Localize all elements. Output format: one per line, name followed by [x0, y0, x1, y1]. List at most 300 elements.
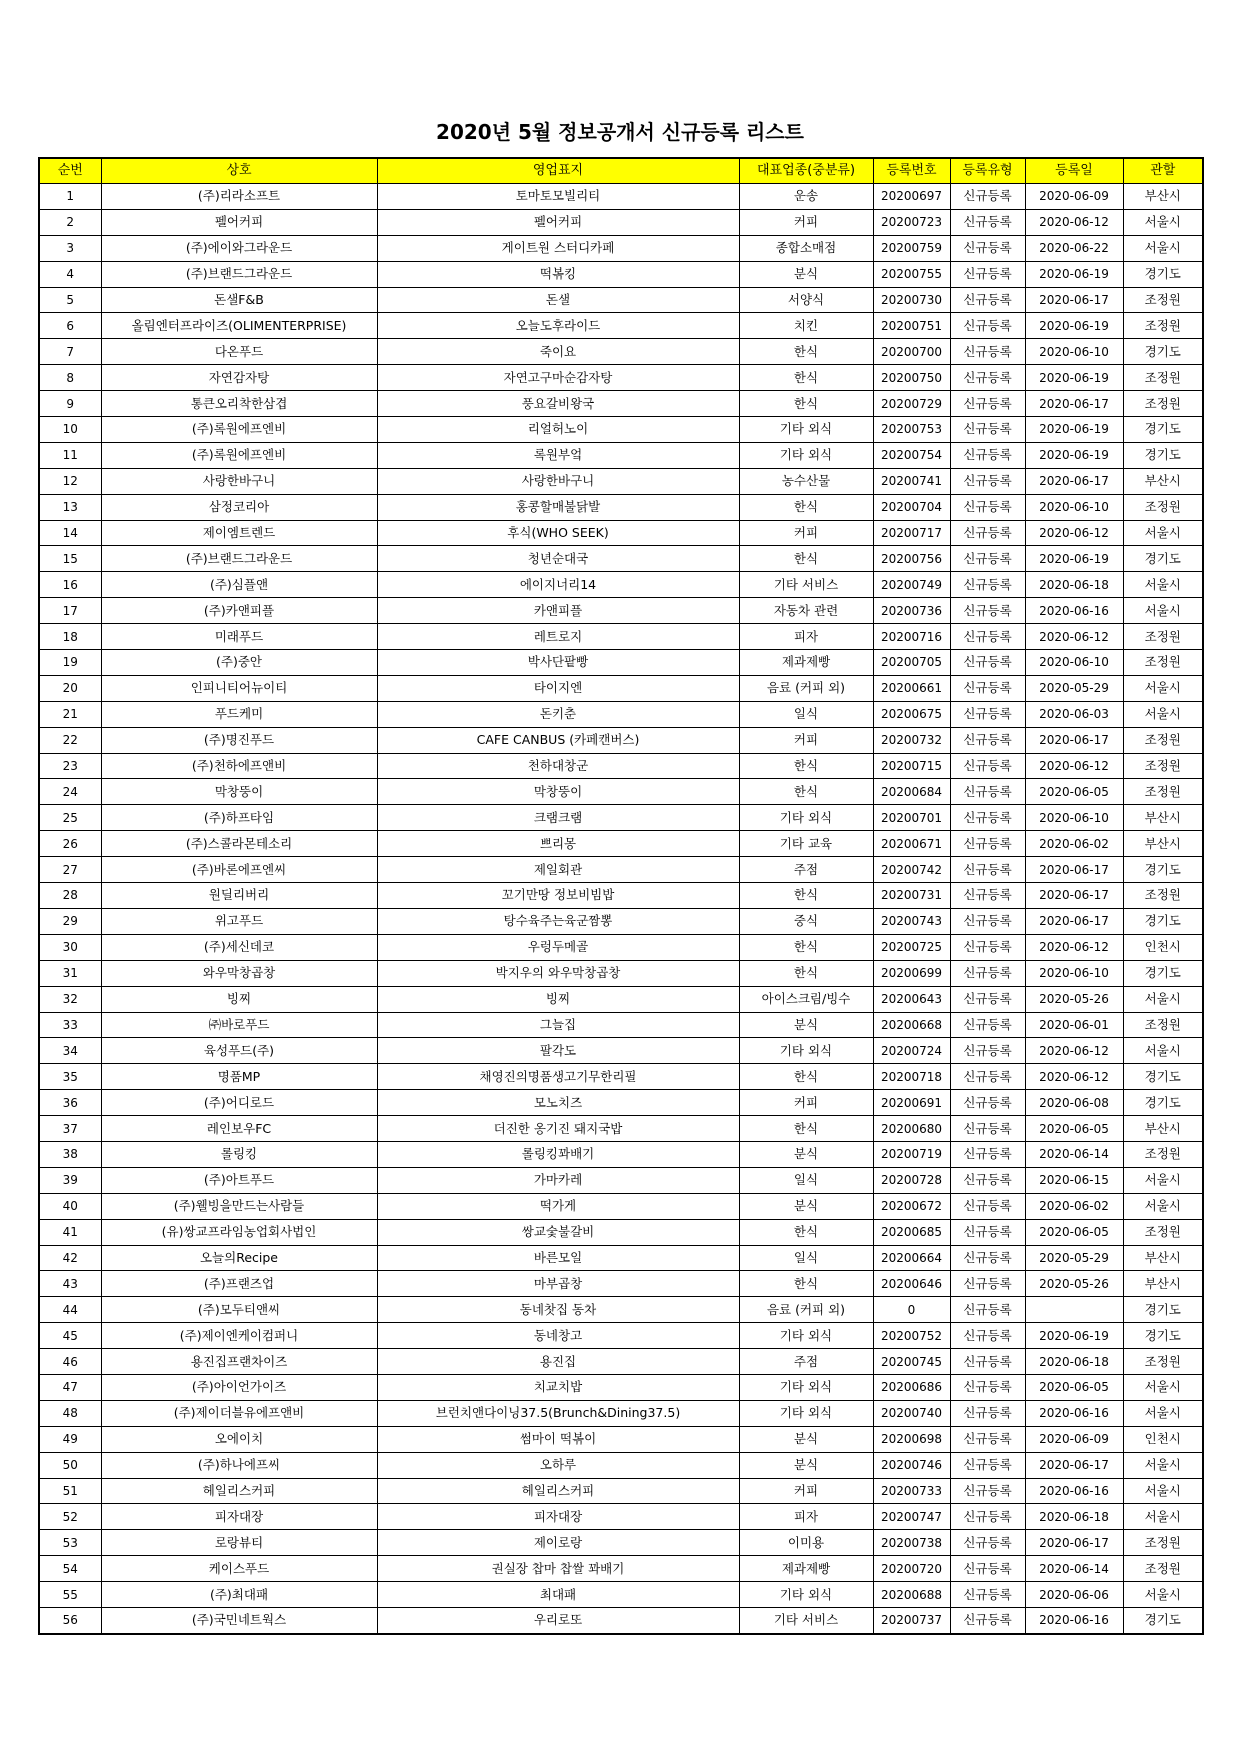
cell-brand: 박사단팥빵	[377, 650, 739, 676]
cell-company: (주)천하에프앤비	[101, 753, 377, 779]
cell-seq: 12	[39, 468, 101, 494]
table-row	[39, 1245, 1203, 1271]
cell-seq: 37	[39, 1116, 101, 1142]
cell-jurisdiction: 경기도	[1123, 1064, 1203, 1090]
cell-industry: 한식	[739, 391, 873, 417]
cell-seq: 31	[39, 960, 101, 986]
cell-industry: 분식	[739, 1012, 873, 1038]
cell-reg-number: 20200704	[873, 494, 950, 520]
cell-seq: 3	[39, 235, 101, 261]
cell-company: 오에이치	[101, 1426, 377, 1452]
cell-industry: 한식	[739, 494, 873, 520]
cell-industry: 이미용	[739, 1530, 873, 1556]
cell-reg-number: 20200746	[873, 1452, 950, 1478]
table-row	[39, 986, 1203, 1012]
cell-reg-type: 신규등록	[950, 235, 1025, 261]
cell-brand: 탕수육주는육군짬뽕	[377, 908, 739, 934]
cell-seq: 20	[39, 675, 101, 701]
cell-reg-number: 20200643	[873, 986, 950, 1012]
cell-reg-number: 20200741	[873, 468, 950, 494]
cell-company: (주)카앤피플	[101, 598, 377, 624]
cell-brand: 쁘리몽	[377, 831, 739, 857]
cell-reg-type: 신규등록	[950, 572, 1025, 598]
cell-brand: 채영진의명품생고기무한리필	[377, 1064, 739, 1090]
cell-brand: 게이트원 스터디카페	[377, 235, 739, 261]
cell-reg-date: 2020-06-12	[1025, 520, 1123, 546]
table-row	[39, 857, 1203, 883]
cell-industry: 한식	[739, 1116, 873, 1142]
cell-reg-type: 신규등록	[950, 1556, 1025, 1582]
cell-reg-date: 2020-06-10	[1025, 960, 1123, 986]
cell-industry: 커피	[739, 520, 873, 546]
table-row	[39, 184, 1203, 210]
cell-brand: 떡볶킹	[377, 261, 739, 287]
cell-company: 와우막창곱창	[101, 960, 377, 986]
cell-jurisdiction: 조정원	[1123, 624, 1203, 650]
cell-industry: 한식	[739, 1219, 873, 1245]
table-header-row	[39, 158, 1203, 184]
cell-reg-date: 2020-06-16	[1025, 1400, 1123, 1426]
cell-industry: 농수산물	[739, 468, 873, 494]
table-row	[39, 1193, 1203, 1219]
cell-reg-date: 2020-06-10	[1025, 650, 1123, 676]
cell-reg-date: 2020-06-19	[1025, 261, 1123, 287]
cell-seq: 6	[39, 313, 101, 339]
cell-reg-number: 20200753	[873, 417, 950, 443]
cell-brand: 브런치앤다이닝37.5(Brunch&Dining37.5)	[377, 1400, 739, 1426]
cell-jurisdiction: 서울시	[1123, 986, 1203, 1012]
cell-industry: 커피	[739, 1090, 873, 1116]
cell-reg-type: 신규등록	[950, 1193, 1025, 1219]
table-row	[39, 1038, 1203, 1064]
cell-brand: 우리로또	[377, 1607, 739, 1633]
cell-seq: 4	[39, 261, 101, 287]
cell-brand: 동네찻집 동차	[377, 1297, 739, 1323]
cell-reg-number: 20200717	[873, 520, 950, 546]
cell-seq: 55	[39, 1582, 101, 1608]
cell-industry: 일식	[739, 1167, 873, 1193]
cell-reg-type: 신규등록	[950, 727, 1025, 753]
cell-jurisdiction: 부산시	[1123, 831, 1203, 857]
cell-seq: 51	[39, 1478, 101, 1504]
cell-company: 육성푸드(주)	[101, 1038, 377, 1064]
cell-company: (주)어디로드	[101, 1090, 377, 1116]
cell-industry: 한식	[739, 960, 873, 986]
cell-industry: 기타 서비스	[739, 572, 873, 598]
cell-jurisdiction: 서울시	[1123, 1193, 1203, 1219]
cell-industry: 기타 외식	[739, 1582, 873, 1608]
cell-reg-date: 2020-06-05	[1025, 1116, 1123, 1142]
cell-reg-number: 20200718	[873, 1064, 950, 1090]
cell-company: (주)최대패	[101, 1582, 377, 1608]
cell-company: 막창뚱이	[101, 779, 377, 805]
cell-reg-number: 20200675	[873, 701, 950, 727]
cell-industry: 자동차 관련	[739, 598, 873, 624]
cell-seq: 26	[39, 831, 101, 857]
cell-brand: 더진한 옹기진 돼지국밥	[377, 1116, 739, 1142]
table-row	[39, 1556, 1203, 1582]
table-row	[39, 209, 1203, 235]
cell-seq: 48	[39, 1400, 101, 1426]
cell-company: 롤링킹	[101, 1141, 377, 1167]
cell-reg-type: 신규등록	[950, 261, 1025, 287]
cell-reg-number: 20200759	[873, 235, 950, 261]
cell-company: 레인보우FC	[101, 1116, 377, 1142]
cell-reg-type: 신규등록	[950, 1504, 1025, 1530]
cell-reg-date: 2020-06-10	[1025, 339, 1123, 365]
cell-brand: 그늘집	[377, 1012, 739, 1038]
cell-brand: 제이로랑	[377, 1530, 739, 1556]
cell-industry: 한식	[739, 1064, 873, 1090]
table-row	[39, 1090, 1203, 1116]
table-row	[39, 520, 1203, 546]
cell-jurisdiction: 조정원	[1123, 313, 1203, 339]
cell-jurisdiction: 서울시	[1123, 675, 1203, 701]
table-row	[39, 1167, 1203, 1193]
cell-industry: 커피	[739, 727, 873, 753]
cell-company: 자연감자탕	[101, 365, 377, 391]
cell-reg-type: 신규등록	[950, 701, 1025, 727]
cell-industry: 기타 외식	[739, 417, 873, 443]
cell-company: (주)제이엔케이컴퍼니	[101, 1323, 377, 1349]
cell-company: (주)모두티앤씨	[101, 1297, 377, 1323]
cell-company: 올림엔터프라이즈(OLIMENTERPRISE)	[101, 313, 377, 339]
cell-reg-number: 20200733	[873, 1478, 950, 1504]
table-row	[39, 468, 1203, 494]
cell-industry: 기타 외식	[739, 805, 873, 831]
cell-reg-type: 신규등록	[950, 1219, 1025, 1245]
cell-company: (주)프랜즈업	[101, 1271, 377, 1297]
cell-reg-date: 2020-06-12	[1025, 1038, 1123, 1064]
cell-reg-type: 신규등록	[950, 546, 1025, 572]
cell-reg-date: 2020-06-08	[1025, 1090, 1123, 1116]
table-row	[39, 753, 1203, 779]
cell-company: 통큰오리착한삼겹	[101, 391, 377, 417]
cell-company: 용진집프랜차이즈	[101, 1349, 377, 1375]
cell-jurisdiction: 조정원	[1123, 753, 1203, 779]
cell-reg-type: 신규등록	[950, 391, 1025, 417]
cell-brand: 홍콩할매불닭발	[377, 494, 739, 520]
cell-reg-date: 2020-06-17	[1025, 857, 1123, 883]
cell-company: 로랑뷰티	[101, 1530, 377, 1556]
cell-reg-number: 20200737	[873, 1607, 950, 1633]
cell-jurisdiction: 경기도	[1123, 1090, 1203, 1116]
cell-reg-type: 신규등록	[950, 960, 1025, 986]
table-row	[39, 546, 1203, 572]
cell-seq: 2	[39, 209, 101, 235]
cell-jurisdiction: 경기도	[1123, 1323, 1203, 1349]
cell-reg-date: 2020-06-19	[1025, 1323, 1123, 1349]
cell-reg-date: 2020-06-15	[1025, 1167, 1123, 1193]
cell-reg-number: 20200720	[873, 1556, 950, 1582]
cell-seq: 32	[39, 986, 101, 1012]
cell-reg-type: 신규등록	[950, 494, 1025, 520]
header-company: 상호	[101, 158, 377, 184]
cell-industry: 커피	[739, 209, 873, 235]
cell-reg-date: 2020-06-17	[1025, 468, 1123, 494]
cell-brand: 오하루	[377, 1452, 739, 1478]
cell-reg-date: 2020-06-16	[1025, 1607, 1123, 1633]
cell-reg-date: 2020-06-12	[1025, 209, 1123, 235]
cell-reg-number: 20200738	[873, 1530, 950, 1556]
cell-reg-type: 신규등록	[950, 779, 1025, 805]
cell-industry: 기타 외식	[739, 442, 873, 468]
cell-industry: 기타 외식	[739, 1374, 873, 1400]
cell-reg-number: 20200743	[873, 908, 950, 934]
cell-reg-type: 신규등록	[950, 1323, 1025, 1349]
cell-reg-number: 20200723	[873, 209, 950, 235]
table-row	[39, 1530, 1203, 1556]
cell-reg-date: 2020-06-16	[1025, 598, 1123, 624]
cell-seq: 39	[39, 1167, 101, 1193]
cell-seq: 53	[39, 1530, 101, 1556]
cell-industry: 제과제빵	[739, 1556, 873, 1582]
cell-brand: 최대패	[377, 1582, 739, 1608]
cell-brand: 헤일리스커피	[377, 1478, 739, 1504]
cell-industry: 분식	[739, 1193, 873, 1219]
cell-industry: 음료 (커피 외)	[739, 675, 873, 701]
cell-reg-number: 20200742	[873, 857, 950, 883]
cell-jurisdiction: 조정원	[1123, 779, 1203, 805]
cell-reg-number: 20200749	[873, 572, 950, 598]
cell-seq: 49	[39, 1426, 101, 1452]
cell-company: 돈샐F&B	[101, 287, 377, 313]
cell-industry: 기타 외식	[739, 1400, 873, 1426]
cell-industry: 피자	[739, 1504, 873, 1530]
cell-reg-number: 0	[873, 1297, 950, 1323]
cell-industry: 제과제빵	[739, 650, 873, 676]
cell-reg-type: 신규등록	[950, 1167, 1025, 1193]
cell-reg-date: 2020-06-09	[1025, 184, 1123, 210]
cell-brand: 쌍교숯불갈비	[377, 1219, 739, 1245]
cell-industry: 분식	[739, 1426, 873, 1452]
cell-jurisdiction: 부산시	[1123, 1245, 1203, 1271]
cell-reg-date: 2020-06-17	[1025, 908, 1123, 934]
cell-reg-type: 신규등록	[950, 805, 1025, 831]
table-row	[39, 908, 1203, 934]
cell-jurisdiction: 부산시	[1123, 805, 1203, 831]
cell-reg-date: 2020-05-29	[1025, 1245, 1123, 1271]
cell-jurisdiction: 조정원	[1123, 1349, 1203, 1375]
cell-reg-date: 2020-05-26	[1025, 1271, 1123, 1297]
cell-reg-number: 20200699	[873, 960, 950, 986]
cell-company: 푸드케미	[101, 701, 377, 727]
cell-reg-type: 신규등록	[950, 1452, 1025, 1478]
cell-reg-date: 2020-06-14	[1025, 1556, 1123, 1582]
cell-jurisdiction: 서울시	[1123, 235, 1203, 261]
cell-seq: 35	[39, 1064, 101, 1090]
cell-industry: 종합소매점	[739, 235, 873, 261]
cell-reg-number: 20200691	[873, 1090, 950, 1116]
cell-brand: 막창뚱이	[377, 779, 739, 805]
cell-company: 위고푸드	[101, 908, 377, 934]
table-row	[39, 960, 1203, 986]
cell-brand: 피자대장	[377, 1504, 739, 1530]
cell-reg-type: 신규등록	[950, 1038, 1025, 1064]
cell-reg-type: 신규등록	[950, 1530, 1025, 1556]
cell-reg-type: 신규등록	[950, 1012, 1025, 1038]
cell-seq: 29	[39, 908, 101, 934]
table-row	[39, 572, 1203, 598]
cell-seq: 43	[39, 1271, 101, 1297]
header-brand: 영업표지	[377, 158, 739, 184]
cell-reg-number: 20200730	[873, 287, 950, 313]
cell-jurisdiction: 서울시	[1123, 520, 1203, 546]
cell-company: ㈜바로푸드	[101, 1012, 377, 1038]
cell-brand: CAFE CANBUS (카페캔버스)	[377, 727, 739, 753]
cell-jurisdiction: 경기도	[1123, 1297, 1203, 1323]
cell-jurisdiction: 서울시	[1123, 1374, 1203, 1400]
cell-jurisdiction: 서울시	[1123, 1167, 1203, 1193]
table-row	[39, 1478, 1203, 1504]
cell-reg-type: 신규등록	[950, 908, 1025, 934]
cell-company: (주)심플앤	[101, 572, 377, 598]
cell-seq: 46	[39, 1349, 101, 1375]
table-row	[39, 1271, 1203, 1297]
cell-seq: 16	[39, 572, 101, 598]
cell-reg-date: 2020-05-26	[1025, 986, 1123, 1012]
cell-reg-date: 2020-06-17	[1025, 391, 1123, 417]
cell-industry: 주점	[739, 1349, 873, 1375]
cell-reg-date: 2020-06-02	[1025, 1193, 1123, 1219]
cell-jurisdiction: 조정원	[1123, 365, 1203, 391]
cell-reg-type: 신규등록	[950, 1297, 1025, 1323]
cell-brand: 청년순대국	[377, 546, 739, 572]
cell-brand: 마부곱창	[377, 1271, 739, 1297]
table-row	[39, 779, 1203, 805]
cell-brand: 빙찌	[377, 986, 739, 1012]
cell-seq: 1	[39, 184, 101, 210]
cell-seq: 18	[39, 624, 101, 650]
cell-reg-number: 20200755	[873, 261, 950, 287]
cell-industry: 서양식	[739, 287, 873, 313]
cell-reg-type: 신규등록	[950, 675, 1025, 701]
cell-reg-number: 20200671	[873, 831, 950, 857]
cell-reg-number: 20200701	[873, 805, 950, 831]
cell-reg-number: 20200731	[873, 883, 950, 909]
cell-reg-type: 신규등록	[950, 184, 1025, 210]
cell-reg-type: 신규등록	[950, 209, 1025, 235]
cell-jurisdiction: 조정원	[1123, 883, 1203, 909]
table-row	[39, 934, 1203, 960]
cell-seq: 42	[39, 1245, 101, 1271]
cell-brand: 죽이요	[377, 339, 739, 365]
cell-jurisdiction: 인천시	[1123, 934, 1203, 960]
cell-seq: 30	[39, 934, 101, 960]
cell-brand: 썸마이 떡볶이	[377, 1426, 739, 1452]
header-reg-date: 등록일	[1025, 158, 1123, 184]
cell-jurisdiction: 부산시	[1123, 1271, 1203, 1297]
cell-jurisdiction: 조정원	[1123, 727, 1203, 753]
cell-reg-type: 신규등록	[950, 1245, 1025, 1271]
cell-company: (주)에이와그라운드	[101, 235, 377, 261]
cell-company: 헤일리스커피	[101, 1478, 377, 1504]
table-row	[39, 1219, 1203, 1245]
cell-reg-date: 2020-06-17	[1025, 287, 1123, 313]
cell-reg-type: 신규등록	[950, 339, 1025, 365]
cell-jurisdiction: 서울시	[1123, 701, 1203, 727]
cell-reg-type: 신규등록	[950, 831, 1025, 857]
cell-seq: 27	[39, 857, 101, 883]
cell-brand: 가마카레	[377, 1167, 739, 1193]
cell-company: 미래푸드	[101, 624, 377, 650]
cell-seq: 36	[39, 1090, 101, 1116]
cell-company: 오늘의Recipe	[101, 1245, 377, 1271]
table-row	[39, 391, 1203, 417]
table-row	[39, 650, 1203, 676]
cell-brand: 토마토모빌리티	[377, 184, 739, 210]
cell-industry: 일식	[739, 1245, 873, 1271]
cell-brand: 크램크램	[377, 805, 739, 831]
cell-reg-date: 2020-06-03	[1025, 701, 1123, 727]
cell-jurisdiction: 서울시	[1123, 572, 1203, 598]
cell-industry: 한식	[739, 1271, 873, 1297]
cell-seq: 19	[39, 650, 101, 676]
cell-brand: 제일회관	[377, 857, 739, 883]
cell-jurisdiction: 서울시	[1123, 1038, 1203, 1064]
cell-reg-type: 신규등록	[950, 313, 1025, 339]
cell-seq: 11	[39, 442, 101, 468]
cell-reg-number: 20200661	[873, 675, 950, 701]
cell-seq: 24	[39, 779, 101, 805]
cell-reg-number: 20200646	[873, 1271, 950, 1297]
cell-reg-number: 20200747	[873, 1504, 950, 1530]
cell-reg-number: 20200664	[873, 1245, 950, 1271]
header-jurisdiction: 관할	[1123, 158, 1203, 184]
cell-jurisdiction: 조정원	[1123, 287, 1203, 313]
cell-company: 사랑한바구니	[101, 468, 377, 494]
cell-jurisdiction: 조정원	[1123, 650, 1203, 676]
cell-reg-number: 20200700	[873, 339, 950, 365]
cell-reg-number: 20200688	[873, 1582, 950, 1608]
cell-company: (주)브랜드그라운드	[101, 546, 377, 572]
cell-seq: 14	[39, 520, 101, 546]
cell-reg-number: 20200680	[873, 1116, 950, 1142]
cell-reg-type: 신규등록	[950, 1607, 1025, 1633]
table-row	[39, 1452, 1203, 1478]
cell-seq: 38	[39, 1141, 101, 1167]
cell-brand: 천하대창군	[377, 753, 739, 779]
header-industry: 대표업종(중분류)	[739, 158, 873, 184]
cell-reg-type: 신규등록	[950, 624, 1025, 650]
cell-jurisdiction: 서울시	[1123, 1504, 1203, 1530]
cell-company: (유)쌍교프라임농업회사법인	[101, 1219, 377, 1245]
table-row	[39, 442, 1203, 468]
table-row	[39, 1426, 1203, 1452]
cell-reg-date: 2020-06-22	[1025, 235, 1123, 261]
table-row	[39, 313, 1203, 339]
cell-company: 명품MP	[101, 1064, 377, 1090]
cell-industry: 한식	[739, 339, 873, 365]
cell-reg-type: 신규등록	[950, 1400, 1025, 1426]
table-row	[39, 1141, 1203, 1167]
table-row	[39, 1012, 1203, 1038]
cell-reg-type: 신규등록	[950, 857, 1025, 883]
cell-industry: 기타 외식	[739, 1323, 873, 1349]
cell-company: (주)아트푸드	[101, 1167, 377, 1193]
cell-reg-date: 2020-06-02	[1025, 831, 1123, 857]
cell-reg-type: 신규등록	[950, 1349, 1025, 1375]
cell-brand: 떡가게	[377, 1193, 739, 1219]
cell-reg-number: 20200668	[873, 1012, 950, 1038]
cell-reg-date: 2020-06-16	[1025, 1478, 1123, 1504]
cell-reg-date: 2020-06-17	[1025, 1452, 1123, 1478]
cell-brand: 팔각도	[377, 1038, 739, 1064]
cell-reg-type: 신규등록	[950, 468, 1025, 494]
cell-brand: 권실장 찹마 찹쌀 꽈배기	[377, 1556, 739, 1582]
cell-company: 펠어커피	[101, 209, 377, 235]
cell-industry: 한식	[739, 934, 873, 960]
